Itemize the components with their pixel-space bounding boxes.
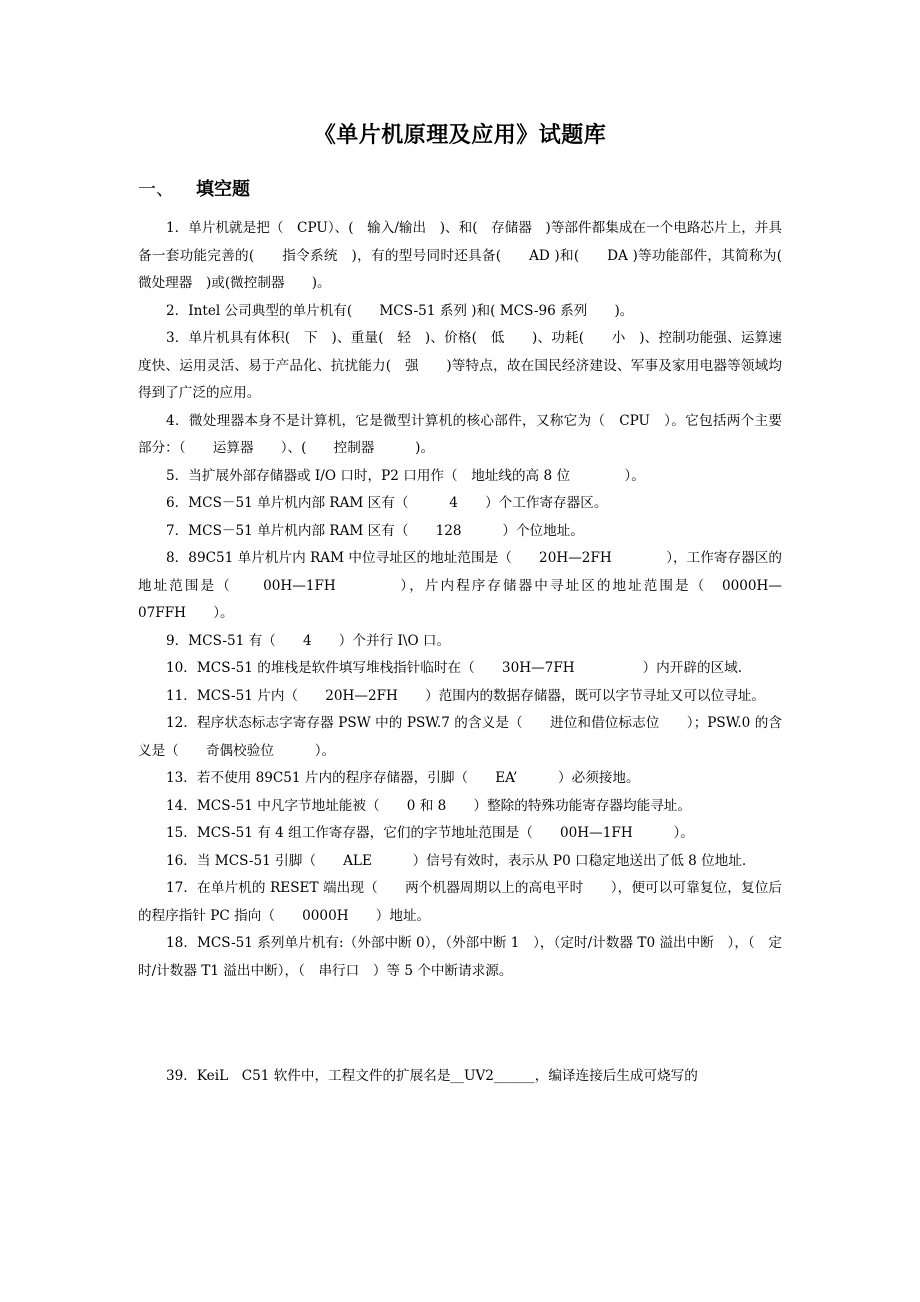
question-9: 9．MCS-51 有（ 4 ）个并行 I\O 口。 (166, 632, 451, 649)
question-15: 15．MCS-51 有 4 组工作寄存器，它们的字节地址范围是（ 00H—1FH ）。 (166, 825, 694, 841)
page-gap (138, 985, 782, 1063)
section-title: 填空题 (196, 179, 250, 200)
question-16: 16．当 MCS-51 引脚（ ALE ）信号有效时，表示从 P0 口稳定地送出了低 8 位地址. (166, 852, 747, 869)
question-13: 13．若不使用 89C51 片内的程序存储器，引脚（ EA’ ）必须接地。 (166, 770, 640, 786)
question-14: 14．MCS-51 中凡字节地址能被（ 0 和 8 ）整除的特殊功能寄存器均能寻址。 (166, 797, 691, 814)
question-4: 4．微处理器本身不是计算机，它是微型计算机的核心部件，又称它为（ CPU ）。它包括两个主要部分：（ 运算器 ）、( 控制器 )。 (138, 412, 782, 456)
question-11: 11．MCS-51 片内（ 20H—2FH ）范围内的数据存储器，既可以字节寻址又可以位寻址。 (166, 687, 765, 704)
section-number: 一、 (138, 179, 174, 200)
question-8: 8．89C51 单片机片内 RAM 中位寻址区的地址范围是（ 20H—2FH ），工作寄存器区的地址范围是（ 00H—1FH ），片内程序存储器中寻址区的地址范围是（ 0000H—07FFH ）。 (138, 550, 782, 621)
question-18: 18．MCS-51 系列单片机有:（外部中断 0），（外部中断 1 ），（定时/计数器 T0 溢出中断 ），（ 定时/计数器 T1 溢出中断），（ 串行口 ）等 5 个中断请求源。 (138, 935, 782, 979)
question-5: 5．当扩展外部存储器或 I/O 口时，P2 口用作（ 地址线的高 8 位 ）。 (166, 467, 645, 484)
question-6: 6．MCS－51 单片机内部 RAM 区有（ 4 ）个工作寄存器区。 (166, 495, 608, 511)
question-17: 17．在单片机的 RESET 端出现（ 两个机器周期以上的高电平时 ），便可以可靠复位，复位后的程序指针 PC 指向（ 0000H ）地址。 (138, 880, 782, 924)
question-10: 10．MCS-51 的堆栈是软件填写堆栈指针临时在（ 30H—7FH ）内开辟的区域. (166, 660, 743, 676)
question-list (138, 215, 796, 985)
section-heading (138, 175, 782, 201)
question-2: 2．Intel 公司典型的单片机有( MCS-51 系列 )和( MCS-96 系列 )。 (166, 302, 634, 319)
question-3: 3．单片机具有体积( 下 )、重量( 轻 )、价格( 低 )、功耗( 小 )、控制功能强、运算速度快、运用灵活、易于产品化、抗扰能力( 强 )等特点，故在国民经济建设、军事及家用电器等领域均得到了广泛的应用。 (138, 330, 782, 401)
question-1: 1．单片机就是把（ CPU）、( 输入/输出 )、和( 存储器 )等部件都集成在一个电路芯片上，并具备一套功能完善的( 指令系统 )，有的型号同时还具备( AD )和( DA )等功能部件，其简称为( 微处理器 )或(微控制器 )。 (138, 220, 796, 291)
question-39: 39．KeiL C51 软件中，工程文件的扩展名是__UV2______，编译连接后生成可烧写的 (166, 1068, 698, 1084)
question-12: 12．程序状态标志字寄存器 PSW 中的 PSW.7 的含义是（ 进位和借位标志位 ）；PSW.0 的含义是（ 奇偶校验位 ）。 (138, 715, 782, 759)
document-title: 《单片机原理及应用》试题库 (313, 123, 607, 148)
question-7: 7．MCS－51 单片机内部 RAM 区有（ 128 ）个位地址。 (166, 522, 584, 539)
